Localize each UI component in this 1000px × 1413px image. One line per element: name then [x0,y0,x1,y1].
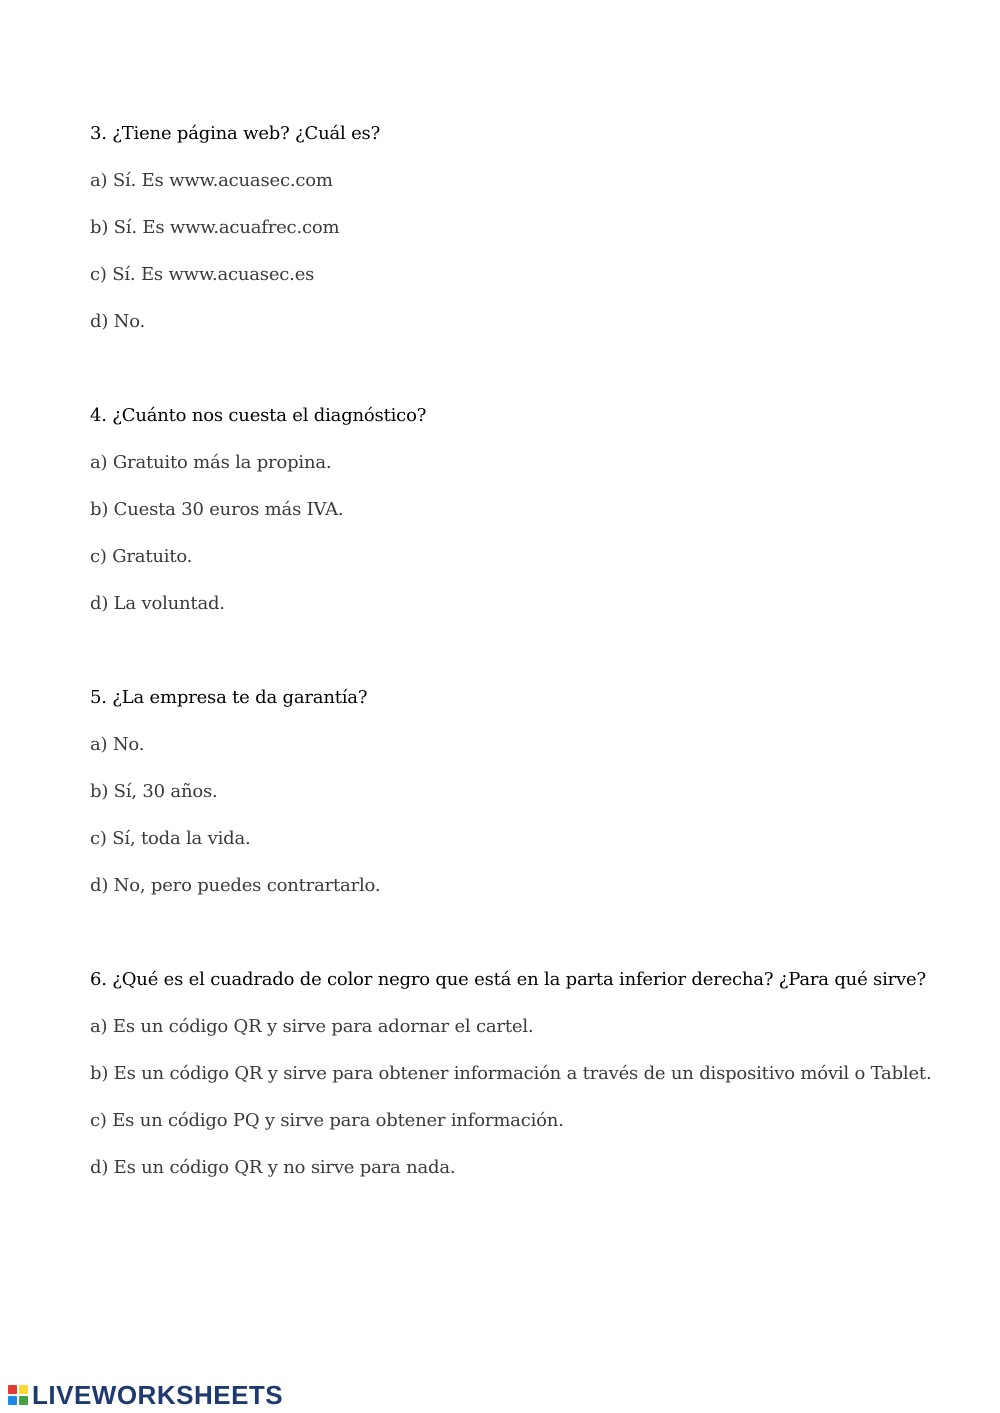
option-b[interactable]: b) Es un código QR y sirve para obtener información a través de un dispositivo móvil o Tablet. [90,1063,932,1084]
question-6 [90,966,970,1201]
option-b[interactable]: b) Sí. Es www.acuafrec.com [90,217,340,238]
option-c[interactable]: c) Gratuito. [90,546,193,567]
question-text: 3. ¿Tiene página web? ¿Cuál es? [90,123,381,144]
question-5 [90,684,970,919]
logo-block-blue [8,1396,17,1405]
option-d[interactable]: d) Es un código QR y no sirve para nada. [90,1157,456,1178]
logo-block-red [8,1385,17,1394]
option-d[interactable]: d) No, pero puedes contrartarlo. [90,875,381,896]
option-b[interactable]: b) Cuesta 30 euros más IVA. [90,499,344,520]
question-text: 5. ¿La empresa te da garantía? [90,687,368,708]
option-c[interactable]: c) Sí, toda la vida. [90,828,251,849]
option-a[interactable]: a) Es un código QR y sirve para adornar el cartel. [90,1016,534,1037]
question-3 [90,120,970,355]
brand-name: LIVEWORKSHEETS [32,1379,284,1410]
option-d[interactable]: d) No. [90,311,146,332]
option-a[interactable]: a) No. [90,734,145,755]
option-b[interactable]: b) Sí, 30 años. [90,781,218,802]
option-c[interactable]: c) Sí. Es www.acuasec.es [90,264,315,285]
logo-block-green [19,1396,28,1405]
option-d[interactable]: d) La voluntad. [90,593,225,614]
question-4 [90,402,970,637]
logo-blocks-icon [8,1385,28,1405]
question-text: 4. ¿Cuánto nos cuesta el diagnóstico? [90,405,427,426]
liveworksheets-logo[interactable] [8,1378,283,1412]
option-a[interactable]: a) Sí. Es www.acuasec.com [90,170,333,191]
question-text: 6. ¿Qué es el cuadrado de color negro que está en la parta inferior derecha? ¿Para qué sirve? [90,969,926,990]
option-c[interactable]: c) Es un código PQ y sirve para obtener información. [90,1110,564,1131]
option-a[interactable]: a) Gratuito más la propina. [90,452,332,473]
logo-block-yellow [19,1385,28,1394]
